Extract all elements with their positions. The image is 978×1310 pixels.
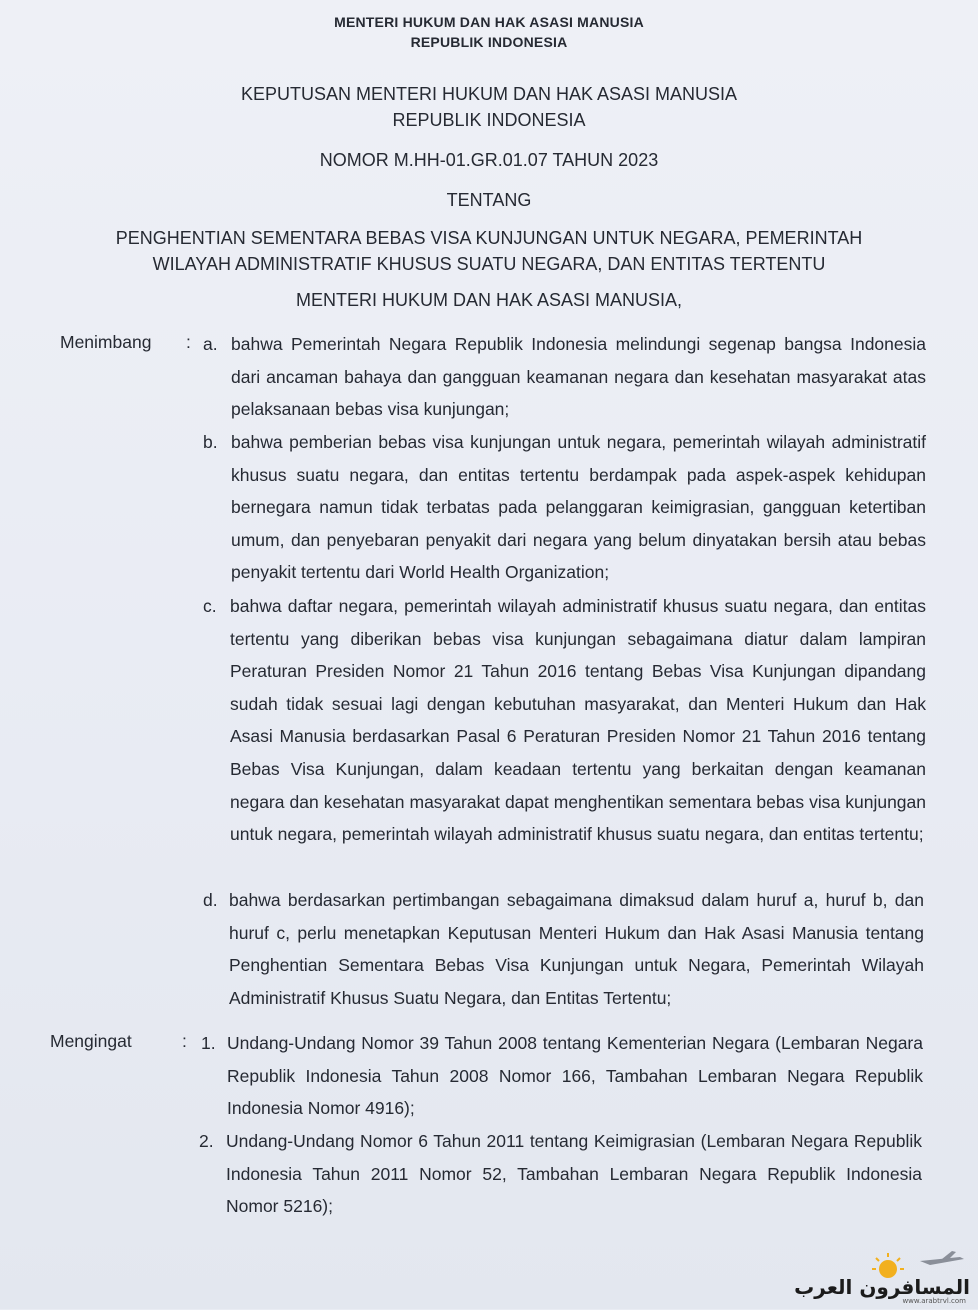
decree-number: NOMOR M.HH-01.GR.01.07 TAHUN 2023 [319, 150, 659, 170]
menimbang-item-d-text: bahwa berdasarkan pertimbangan sebagaimana dimaksud dalam huruf a, huruf b, dan huruf c, perlu menetapkan Keputusan Menteri Hukum dan Hak Asasi Manusia tentang Penghentian Sementara Bebas Visa Kunjungan untuk Negara, Pemerintah Wilayah Administratif Khusus Suatu Negara, dan Entitas Tertentu; [229, 890, 924, 1008]
menimbang-item-a-text: bahwa Pemerintah Negara Republik Indonesia melindungi segenap bangsa Indonesia dari ancaman bahaya dan gangguan keamanan negara dan kesehatan masyarakat atas pelaksanaan bebas visa kunjungan; [231, 334, 926, 420]
mengingat-item-2-mark: 2. [199, 1131, 214, 1151]
decree-about: TENTANG [446, 190, 532, 210]
watermark-url: www.arabtrvl.com [902, 1297, 966, 1305]
ministry-line-1: MENTERI HUKUM DAN HAK ASASI MANUSIA [334, 14, 644, 30]
decree-title-line-2: REPUBLIK INDONESIA [392, 110, 586, 130]
ministry-line-2: REPUBLIK INDONESIA [410, 34, 568, 50]
menimbang-item-c-mark: c. [203, 596, 217, 616]
mengingat-label: Mengingat [50, 1031, 132, 1051]
menimbang-item-b-text: bahwa pemberian bebas visa kunjungan untuk negara, pemerintah wilayah administratif khusus suatu negara, dan entitas tertentu berdampak pada aspek-aspek kehidupan bernegara namun tidak terbatas pada pelanggaran keimigrasian, gangguan ketertiban umum, dan penyebaran penyakit dari negara yang belum dinyatakan bersih atau bebas penyakit tertentu dari World Health Organization; [231, 432, 926, 583]
mengingat-item-2-text: Undang-Undang Nomor 6 Tahun 2011 tentang Keimigrasian (Lembaran Negara Republik Indonesia Tahun 2011 Nomor 52, Tambahan Lembaran Negara Republik Indonesia Nomor 5216); [226, 1131, 922, 1217]
menimbang-label: Menimbang [60, 332, 152, 352]
menimbang-item-b-mark: b. [203, 432, 218, 452]
menimbang-item-a-mark: a. [203, 334, 218, 354]
menimbang-item-d-mark: d. [203, 890, 218, 910]
menimbang-item-c-text: bahwa daftar negara, pemerintah wilayah administratif khusus suatu negara, dan entitas tertentu yang diberikan bebas visa kunjungan sebagaimana diatur dalam lampiran Peraturan Presiden Nomor 21 Tahun 2016 tentang Bebas Visa Kunjungan dipandang sudah tidak sesuai lagi dengan kebutuhan masyarakat, dan Menteri Hukum dan Hak Asasi Manusia berdasarkan Pasal 6 Peraturan Presiden Nomor 21 Tahun 2016 tentang Bebas Visa Kunjungan, dalam keadaan tertentu yang berkaitan dengan keamanan negara dan kesehatan masyarakat dapat menghentikan sementara bebas visa kunjungan untuk negara, pemerintah wilayah administratif khusus suatu negara, dan entitas tertentu; [230, 596, 926, 845]
decree-title-line-1: KEPUTUSAN MENTERI HUKUM DAN HAK ASASI MANUSIA [240, 84, 738, 104]
decree-subject-line-2: WILAYAH ADMINISTRATIF KHUSUS SUATU NEGARA, DAN ENTITAS TERTENTU [152, 254, 826, 274]
menimbang-colon: : [186, 332, 191, 352]
mengingat-item-1-text: Undang-Undang Nomor 39 Tahun 2008 tentang Kementerian Negara (Lembaran Negara Republik Indonesia Tahun 2008 Nomor 166, Tambahan Lembaran Negara Republik Indonesia Nomor 4916); [227, 1033, 923, 1119]
decree-subject-line-1: PENGHENTIAN SEMENTARA BEBAS VISA KUNJUNGAN UNTUK NEGARA, PEMERINTAH [115, 228, 863, 248]
watermark-text: المسافرون العرب [794, 1275, 970, 1299]
mengingat-colon: : [182, 1031, 187, 1051]
mengingat-item-1-mark: 1. [201, 1033, 216, 1053]
decree-issuer: MENTERI HUKUM DAN HAK ASASI MANUSIA, [295, 290, 683, 310]
